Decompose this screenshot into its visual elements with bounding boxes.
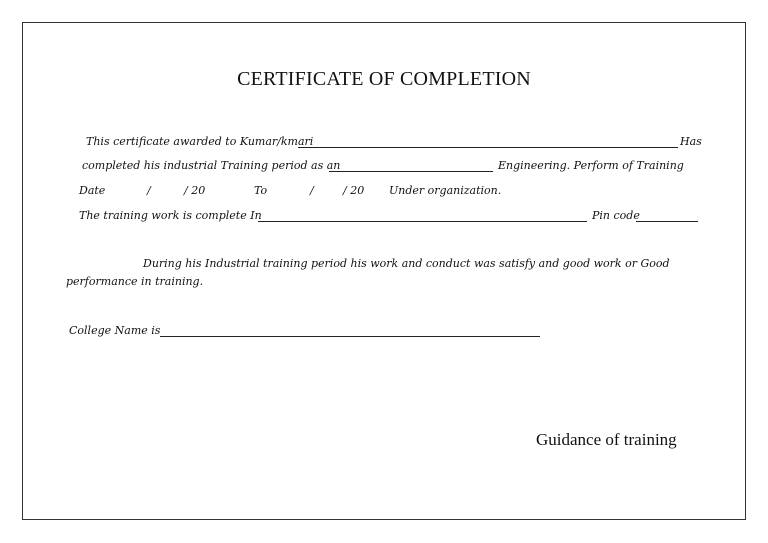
has-text: Has xyxy=(680,135,702,148)
pin-code-label: Pin code xyxy=(592,209,640,222)
conduct-text-line-1: During his Industrial training period his work and conduct was satisfy and good work or Good xyxy=(143,257,670,270)
certificate-title: CERTIFICATE OF COMPLETION xyxy=(237,68,531,90)
location-blank-line xyxy=(258,221,587,222)
date-slash: / xyxy=(147,184,151,197)
awarded-to-text: This certificate awarded to Kumar/kmari xyxy=(86,135,314,148)
to-label: To xyxy=(254,184,268,197)
to-slash: / xyxy=(310,184,314,197)
guidance-of-training-label: Guidance of training xyxy=(536,430,677,449)
pin-code-blank-line xyxy=(636,221,698,222)
completed-text: completed his industrial Training period as an xyxy=(82,159,341,172)
to-year: / 20 xyxy=(343,184,365,197)
college-blank-line xyxy=(160,336,540,337)
date-label: Date xyxy=(79,184,106,197)
under-organization-text: Under organization. xyxy=(389,184,502,197)
work-complete-text: The training work is complete In xyxy=(79,209,262,222)
conduct-text-line-2: performance in training. xyxy=(66,275,204,288)
date-year: / 20 xyxy=(184,184,206,197)
college-label: College Name is xyxy=(69,324,161,337)
branch-blank-line xyxy=(329,171,493,172)
engineering-text: Engineering. Perform of Training xyxy=(498,159,684,172)
name-blank-line xyxy=(298,147,678,148)
